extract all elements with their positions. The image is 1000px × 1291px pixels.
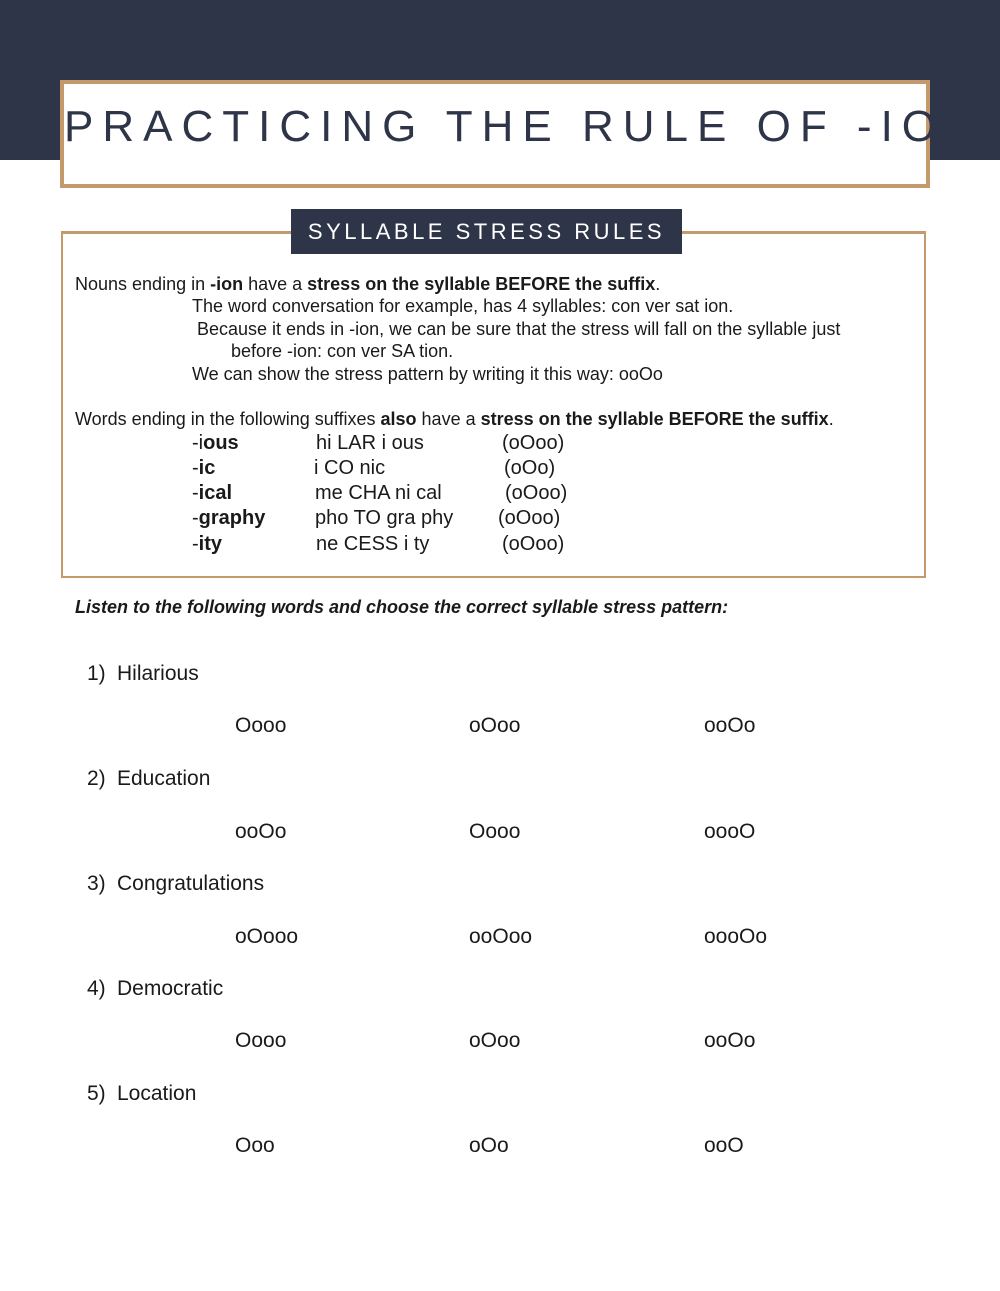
also-rule-end: .: [828, 409, 834, 429]
suffix-example-ical: me CHA ni cal: [315, 482, 442, 504]
answer-option[interactable]: ooOo: [704, 714, 756, 737]
answer-option[interactable]: Oooo: [235, 714, 287, 737]
suffix-graphy: [192, 506, 265, 530]
suffix-bold: ic: [198, 457, 216, 479]
answer-option[interactable]: Ooo: [235, 1134, 275, 1157]
answer-option[interactable]: Oooo: [235, 1029, 287, 1052]
instruction-text: Listen to the following words and choose the correct syllable stress pattern:: [75, 597, 729, 617]
suffix-ity: [192, 532, 222, 556]
answer-option[interactable]: oOoo: [469, 714, 521, 737]
also-rule-pre: Words ending in the following suffixes: [75, 409, 381, 429]
ion-rule-suffix: -ion: [210, 274, 244, 294]
question-number: 4): [87, 977, 106, 1000]
answer-option[interactable]: oOooo: [235, 925, 299, 948]
answer-option[interactable]: ooO: [704, 1134, 744, 1157]
also-rule-mid: have a: [416, 409, 481, 429]
suffix-ic: [192, 456, 215, 480]
example-line-3: before -ion: con ver SA tion.: [231, 341, 454, 361]
question-number: 3): [87, 872, 106, 895]
answer-option[interactable]: oooOo: [704, 925, 768, 948]
suffix-dash: -: [192, 533, 199, 555]
suffix-example-graphy: pho TO gra phy: [315, 507, 454, 529]
example-line-4: We can show the stress pattern by writing it this way: ooOo: [192, 364, 663, 384]
suffix-bold: ous: [203, 432, 239, 454]
suffix-dash: -i: [192, 432, 204, 454]
question-word: Congratulations: [117, 872, 265, 895]
answer-option[interactable]: oooO: [704, 820, 756, 843]
question-word: Democratic: [117, 977, 224, 1000]
example-line-1: The word conversation for example, has 4 syllables: con ver sat ion.: [192, 296, 734, 316]
question-number: 5): [87, 1082, 106, 1105]
ion-rule-end: .: [655, 274, 661, 294]
answer-option[interactable]: Oooo: [469, 820, 521, 843]
answer-option[interactable]: ooOo: [235, 820, 287, 843]
question-number: 2): [87, 767, 106, 790]
page-title: PRACTICING THE RULE OF -ION: [64, 102, 986, 151]
suffix-bold: ical: [198, 482, 233, 504]
question-word: Location: [117, 1082, 197, 1105]
title-box: [60, 80, 986, 188]
question-word: Hilarious: [117, 662, 199, 685]
suffix-dash: -: [192, 482, 199, 504]
suffix-pattern-graphy: (oOoo): [498, 507, 561, 529]
answer-option[interactable]: ooOoo: [469, 925, 533, 948]
suffix-ious: [192, 431, 239, 455]
suffix-pattern-ic: (oOo): [504, 457, 556, 479]
also-rule-stress: stress on the syllable BEFORE the suffix: [480, 409, 829, 429]
question-number: 1): [87, 662, 106, 685]
suffix-pattern-ious: (oOoo): [502, 432, 565, 454]
ion-rule-stress: stress on the syllable BEFORE the suffix: [307, 274, 656, 294]
suffix-pattern-ical: (oOoo): [505, 482, 568, 504]
ion-rule-mid: have a: [243, 274, 308, 294]
suffix-example-ic: i CO nic: [314, 457, 386, 479]
suffix-example-ious: hi LAR i ous: [316, 432, 424, 454]
example-line-2: Because it ends in -ion, we can be sure that the stress will fall on the syllable just: [197, 319, 841, 339]
suffix-dash: -: [192, 507, 199, 529]
suffix-pattern-ity: (oOoo): [502, 533, 565, 555]
ion-rule-line: [75, 273, 660, 295]
suffix-example-ity: ne CESS i ty: [316, 533, 430, 555]
question-word: Education: [117, 767, 211, 790]
suffix-ical: [192, 481, 232, 505]
suffix-bold: ity: [198, 533, 223, 555]
answer-option[interactable]: oOo: [469, 1134, 509, 1157]
rules-tab-label: SYLLABLE STRESS RULES: [291, 209, 682, 254]
answer-option[interactable]: ooOo: [704, 1029, 756, 1052]
ion-rule-pre: Nouns ending in: [75, 274, 211, 294]
also-rule-also: also: [380, 409, 417, 429]
suffix-bold: graphy: [198, 507, 266, 529]
also-rule-line: [75, 408, 834, 430]
answer-option[interactable]: oOoo: [469, 1029, 521, 1052]
suffix-dash: -: [192, 457, 199, 479]
